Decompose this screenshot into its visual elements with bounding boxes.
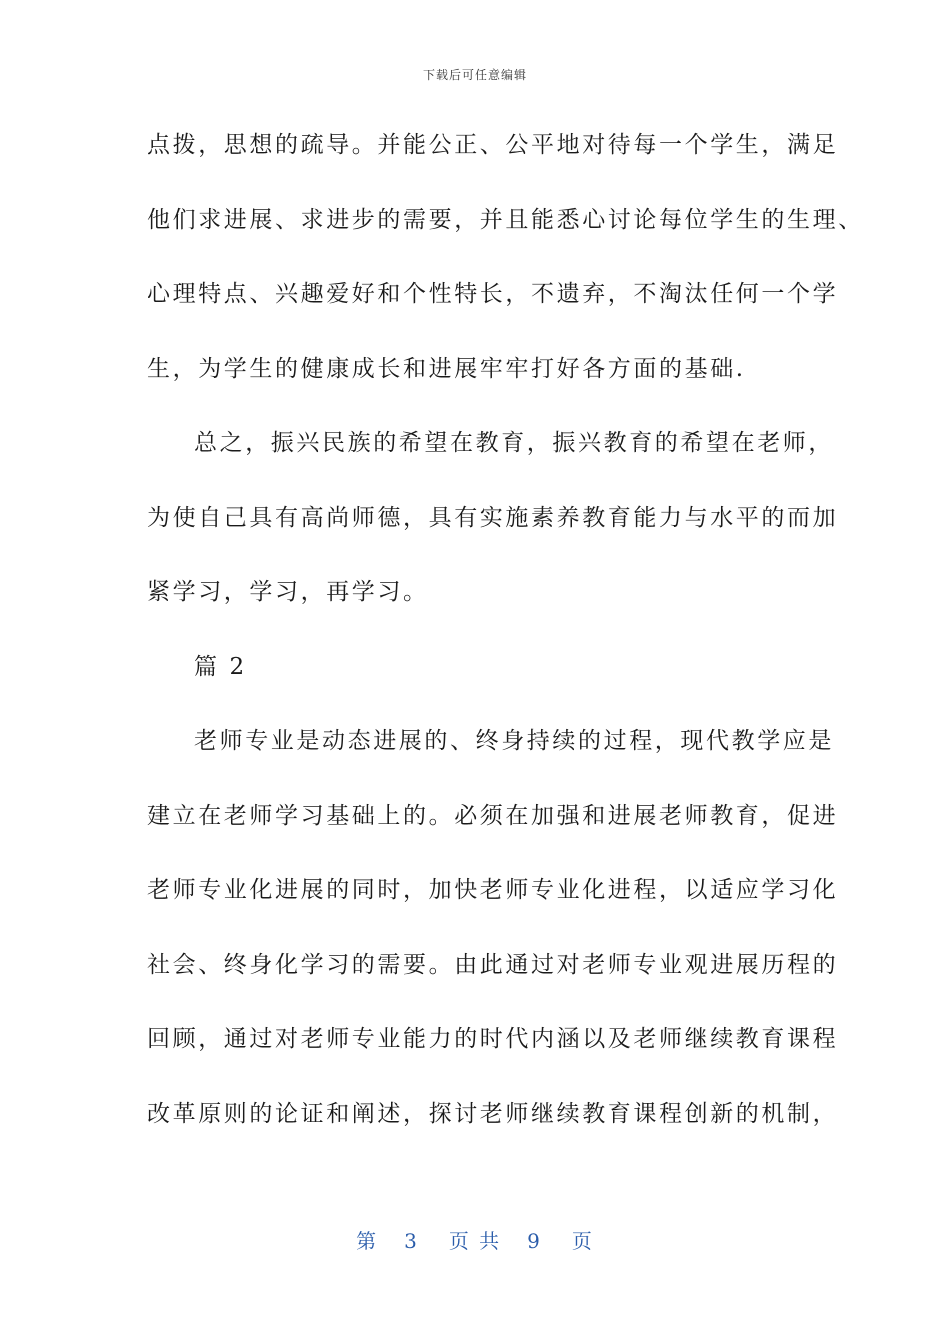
page-footer xyxy=(0,1225,950,1254)
text-line: 他们求进展、求进步的需要，并且能悉心讨论每位学生的生理、 xyxy=(147,206,864,233)
text-line: 建立在老师学习基础上的。必须在加强和进展老师教育，促进 xyxy=(147,802,839,829)
text-line: 改革原则的论证和阐述，探讨老师继续教育课程创新的机制， xyxy=(147,1100,839,1127)
text-line: 为使自己具有高尚师德，具有实施素养教育能力与水平的而加 xyxy=(147,504,839,531)
text-line: 老师专业化进展的同时，加快老师专业化进程，以适应学习化 xyxy=(147,877,839,903)
text-line: 回顾，通过对老师专业能力的时代内涵以及老师继续教育课程 xyxy=(147,1026,839,1052)
text-line: 心理特点、兴趣爱好和个性特长，不遗弃，不淘汰任何一个学 xyxy=(147,281,839,307)
text-line: 紧学习，学习，再学习。 xyxy=(147,579,429,605)
text-line: 点拨，思想的疏导。并能公正、公平地对待每一个学生，满足 xyxy=(147,132,839,158)
footer-label-ye: 页 xyxy=(571,1229,594,1253)
footer-label-di: 第 xyxy=(356,1229,379,1253)
section-heading: 篇 2 xyxy=(194,653,247,680)
current-page-number: 3 xyxy=(404,1229,419,1253)
text-line: 社会、终身化学习的需要。由此通过对老师专业观进展历程的 xyxy=(147,951,839,978)
footer-label-ye-gong: 页 共 xyxy=(448,1229,502,1253)
page-header: 下载后可任意编辑 xyxy=(422,68,527,82)
text-line: 生，为学生的健康成长和进展牢牢打好各方面的基础. xyxy=(147,355,746,382)
total-pages-number: 9 xyxy=(527,1229,542,1253)
paragraph-start: 老师专业是动态进展的、终身持续的过程，现代教学应是 xyxy=(194,728,834,754)
paragraph-start: 总之，振兴民族的希望在教育，振兴教育的希望在老师， xyxy=(194,430,834,456)
document-body xyxy=(147,118,864,1161)
